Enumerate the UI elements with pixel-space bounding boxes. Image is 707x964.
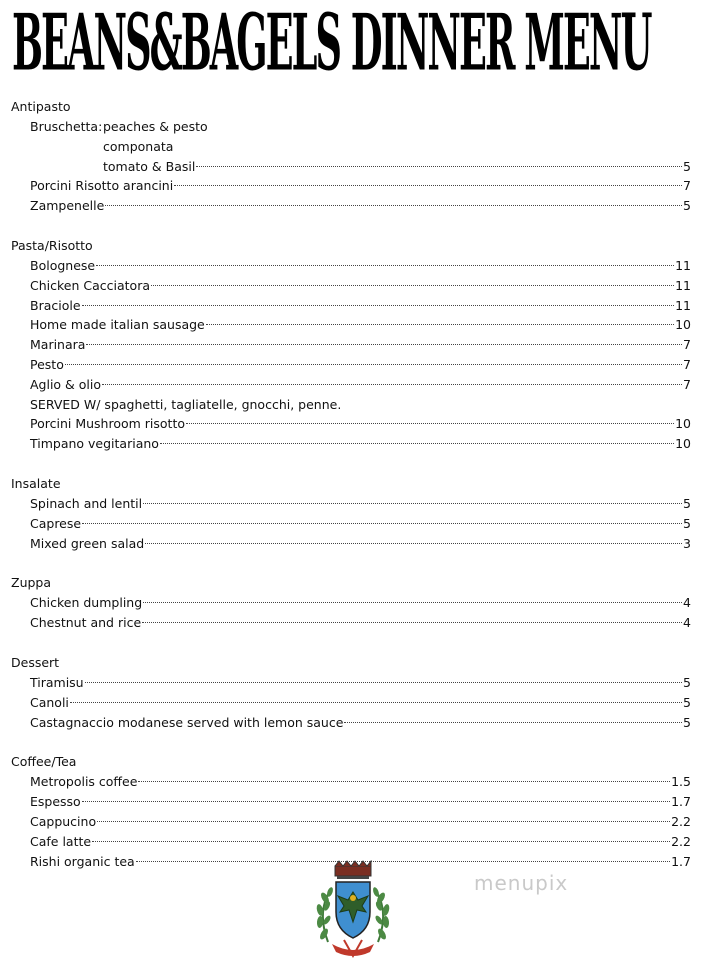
- item-name: Pesto: [30, 356, 64, 372]
- item-price: 7: [683, 356, 691, 372]
- item-price: 5: [683, 198, 691, 214]
- item-price: 5: [683, 158, 691, 174]
- bruschetta-option: peaches & pesto: [103, 119, 208, 134]
- item-price: 11: [675, 297, 691, 313]
- item-name: Espesso: [30, 794, 81, 810]
- section-title: Dessert: [11, 654, 60, 670]
- section-title: Zuppa: [11, 575, 52, 591]
- dot-leader: [105, 205, 682, 206]
- item-name: Rishi organic tea: [30, 853, 135, 869]
- item-price: 11: [675, 257, 691, 273]
- item-price: 5: [683, 515, 691, 531]
- item-price: 5: [683, 694, 691, 710]
- menu-item: [11, 613, 691, 633]
- dot-leader: [344, 722, 682, 723]
- item-price: 1.7: [671, 853, 691, 869]
- item-price: 1.7: [671, 794, 691, 810]
- item-price: 10: [675, 436, 691, 452]
- dot-leader: [65, 364, 682, 365]
- menu-item: [11, 315, 691, 335]
- section-insalate: [11, 474, 691, 553]
- item-price: 2.2: [671, 813, 691, 829]
- dot-leader: [174, 185, 682, 186]
- item-price: 1.5: [671, 774, 691, 790]
- item-name: Cappucino: [30, 813, 97, 829]
- section-antipasto: [11, 97, 691, 216]
- section-title: Antipasto: [11, 99, 71, 114]
- dot-leader: [82, 801, 670, 802]
- served-with-note: [11, 395, 691, 415]
- dot-leader: [102, 384, 682, 385]
- item-name: Mixed green salad: [30, 535, 145, 551]
- menu-item: [11, 593, 691, 613]
- menu-item: [11, 434, 691, 454]
- item-name: Marinara: [30, 337, 86, 353]
- item-name: Aglio & olio: [30, 376, 102, 392]
- dot-leader: [138, 781, 670, 782]
- dot-leader: [82, 305, 675, 306]
- section-pasta: [11, 236, 691, 454]
- note-text: SERVED W/ spaghetti, tagliatelle, gnocchi, penne.: [30, 396, 342, 412]
- dot-leader: [143, 503, 682, 504]
- item-name: Metropolis coffee: [30, 774, 138, 790]
- item-name: Timpano vegitariano: [30, 436, 159, 452]
- item-name: Spinach and lentil: [30, 495, 143, 511]
- item-price: 5: [683, 495, 691, 511]
- item-price: 7: [683, 337, 691, 353]
- item-price: 11: [675, 277, 691, 293]
- item-price: 10: [675, 317, 691, 333]
- menu-item: [11, 335, 691, 355]
- menu-item: [11, 414, 691, 434]
- menu-item: [11, 196, 691, 216]
- menu-item: [11, 355, 691, 375]
- item-name: Porcini Risotto arancini: [30, 178, 174, 194]
- menu-item: [11, 673, 691, 693]
- dot-leader: [86, 344, 682, 345]
- menu-item: [11, 256, 691, 276]
- item-name: Porcini Mushroom risotto: [30, 416, 185, 432]
- section-title: Coffee/Tea: [11, 754, 77, 770]
- dot-leader: [160, 443, 674, 444]
- section-dessert: [11, 653, 691, 732]
- item-name: Chestnut and rice: [30, 615, 142, 631]
- menu-item: [11, 494, 691, 514]
- dot-leader: [136, 861, 670, 862]
- dot-leader: [85, 682, 682, 683]
- menu-item: [11, 832, 691, 852]
- menu-body: [11, 97, 691, 891]
- bruschetta-option-row: [11, 157, 691, 177]
- item-price: 10: [675, 416, 691, 432]
- item-price: 7: [683, 376, 691, 392]
- menu-item: [11, 276, 691, 296]
- dot-leader: [186, 423, 674, 424]
- item-price: 5: [683, 714, 691, 730]
- dot-leader: [70, 702, 682, 703]
- item-name: Castagnaccio modanese served with lemon sauce: [30, 714, 344, 730]
- bruschetta-label: Bruschetta:: [30, 119, 103, 134]
- item-name: Braciole: [30, 297, 81, 313]
- dot-leader: [196, 166, 682, 167]
- dot-leader: [142, 622, 682, 623]
- item-price: 4: [683, 615, 691, 631]
- section-coffee: [11, 752, 691, 871]
- item-name: Home made italian sausage: [30, 317, 205, 333]
- item-name: Cafe latte: [30, 833, 92, 849]
- dot-leader: [96, 265, 674, 266]
- menu-item: [11, 514, 691, 534]
- item-price: 4: [683, 595, 691, 611]
- dot-leader: [143, 602, 682, 603]
- bruschetta-row: [11, 117, 691, 137]
- dot-leader: [145, 543, 682, 544]
- item-price: 3: [683, 535, 691, 551]
- menu-item: [11, 375, 691, 395]
- menu-item: [11, 792, 691, 812]
- item-name: Bolognese: [30, 257, 96, 273]
- menu-item: [11, 176, 691, 196]
- item-name: Chicken Cacciatora: [30, 277, 150, 293]
- item-name: Zampenelle: [30, 198, 105, 214]
- coat-of-arms-icon: [310, 860, 396, 960]
- dot-leader: [92, 841, 670, 842]
- menu-item: [11, 812, 691, 832]
- dot-leader: [97, 821, 670, 822]
- menu-item: [11, 534, 691, 554]
- item-price: 7: [683, 178, 691, 194]
- watermark-text: menupix: [474, 871, 569, 895]
- section-zuppa: [11, 573, 691, 633]
- menu-item: [11, 772, 691, 792]
- section-title: Insalate: [11, 475, 61, 491]
- menu-item: [11, 693, 691, 713]
- item-name: Tiramisu: [30, 674, 84, 690]
- bruschetta-option: tomato & Basil: [103, 158, 196, 174]
- item-price: 2.2: [671, 833, 691, 849]
- section-title: Pasta/Risotto: [11, 237, 93, 253]
- item-name: Chicken dumpling: [30, 595, 143, 611]
- dot-leader: [206, 324, 674, 325]
- item-price: 5: [683, 674, 691, 690]
- menu-item: [11, 713, 691, 733]
- menu-title: BEANS&BAGELS DINNER MENU: [12, 0, 651, 89]
- dot-leader: [151, 285, 674, 286]
- item-name: Caprese: [30, 515, 82, 531]
- menu-item: [11, 296, 691, 316]
- item-name: Canoli: [30, 694, 69, 710]
- dot-leader: [82, 523, 682, 524]
- bruschetta-option: componata: [103, 138, 174, 154]
